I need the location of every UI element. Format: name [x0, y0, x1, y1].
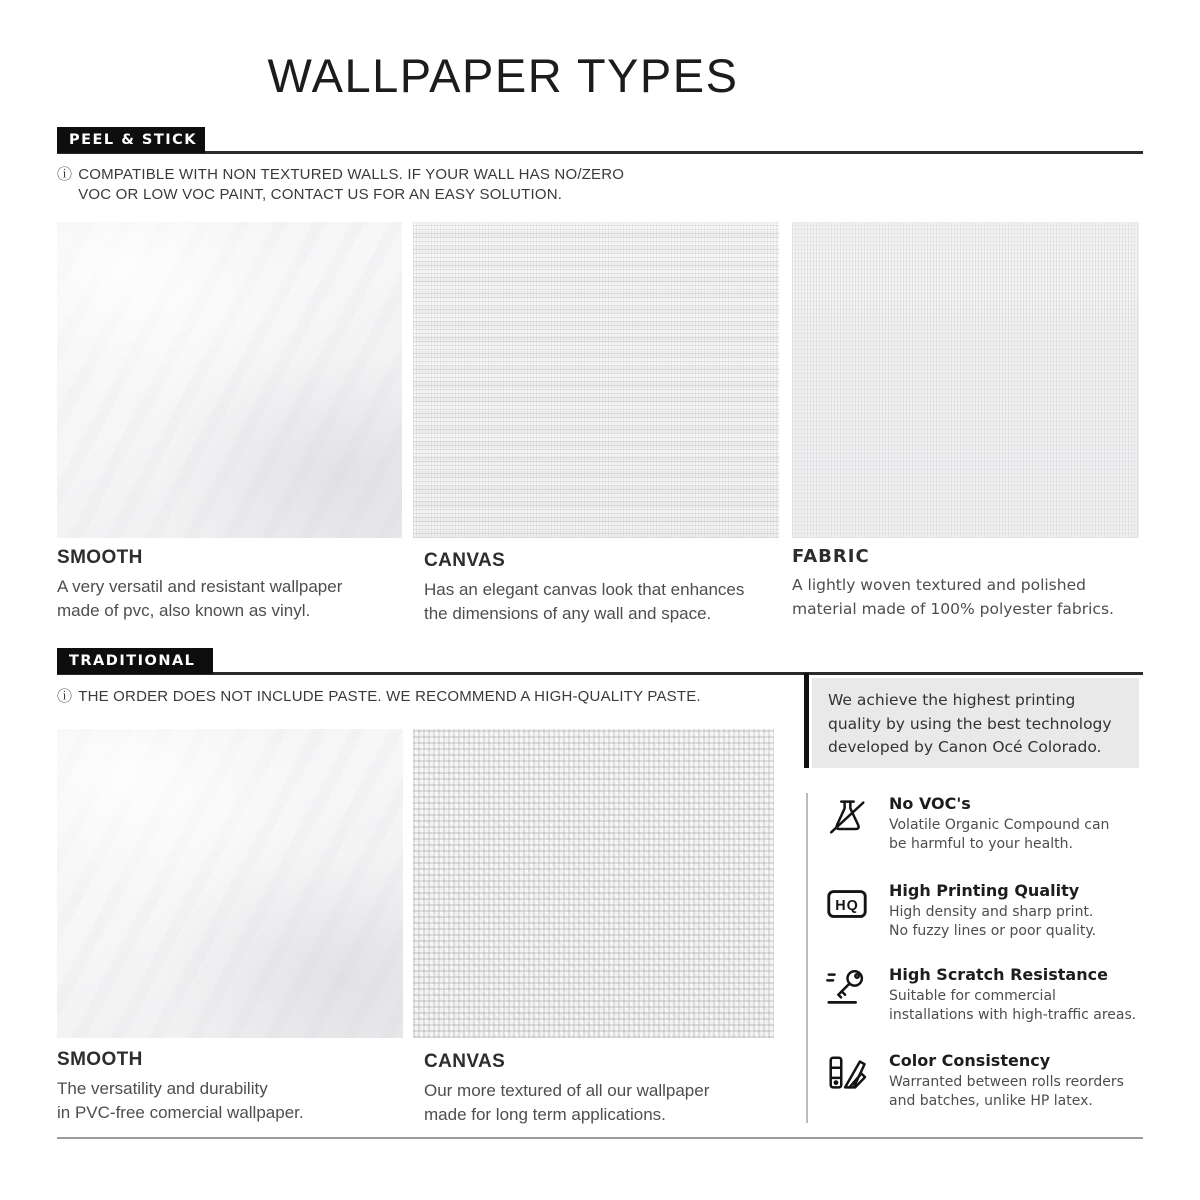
feature-title: Color Consistency — [889, 1051, 1051, 1070]
section-badge-traditional — [57, 648, 213, 674]
quote-line: We achieve the highest printing — [828, 691, 1076, 709]
hq-icon-label: HQ — [835, 898, 859, 915]
hq-badge-icon — [824, 881, 870, 927]
swatch-smooth-traditional — [57, 729, 403, 1038]
section-badge-label: TRADITIONAL — [69, 653, 196, 669]
quote-line: developed by Canon Océ Colorado. — [828, 738, 1102, 756]
type-label-smooth-traditional — [57, 1049, 304, 1125]
page-title: WALLPAPER TYPES — [267, 49, 739, 102]
feature-title: No VOC's — [889, 794, 971, 813]
info-icon: ⓘ — [57, 688, 73, 705]
bottom-rule — [57, 1137, 1143, 1139]
note-text — [78, 165, 624, 205]
feature-body — [889, 794, 1109, 853]
scratch-key-icon — [824, 965, 870, 1011]
note-line: COMPATIBLE WITH NON TEXTURED WALLS. IF YOUR WALL HAS NO/ZERO — [78, 166, 625, 183]
type-desc: A lightly woven textured and polished material made of 100% polyester fabrics. — [792, 576, 1114, 618]
note-line: VOC OR LOW VOC PAINT, CONTACT US FOR AN EASY SOLUTION. — [78, 186, 563, 203]
section-rule-peel-stick — [57, 151, 1143, 154]
feature-body — [889, 965, 1136, 1024]
swatch-canvas-peel-stick — [413, 222, 779, 538]
section-badge-label: PEEL & STICK — [69, 132, 198, 148]
feature-body — [889, 881, 1096, 940]
quote-line: quality by using the best technology — [828, 714, 1112, 733]
type-name: SMOOTH — [57, 1049, 143, 1070]
type-label-fabric-peel — [792, 546, 1114, 621]
feature-high-printing-quality — [824, 881, 1200, 940]
quote-accent-bar — [804, 673, 809, 768]
note-text: THE ORDER DOES NOT INCLUDE PASTE. WE RECOMMEND A HIGH-QUALITY PASTE. — [78, 688, 701, 705]
feature-color-consistency — [824, 1051, 1200, 1110]
feature-desc: Suitable for commercial installations with high-traffic areas. — [889, 988, 1137, 1023]
type-name: SMOOTH — [57, 547, 143, 568]
type-name: CANVAS — [424, 550, 506, 571]
type-label-canvas-peel — [424, 550, 744, 626]
type-desc: Has an elegant canvas look that enhances the dimensions of any wall and space. — [424, 580, 745, 623]
peel-stick-note — [57, 165, 624, 205]
swatch-canvas-traditional — [413, 729, 774, 1038]
type-desc: Our more textured of all our wallpaper made for long term applications. — [424, 1081, 710, 1124]
feature-high-scratch-resistance — [824, 965, 1200, 1024]
feature-title: High Scratch Resistance — [889, 965, 1108, 984]
feature-desc: Warranted between rolls reorders and batches, unlike HP latex. — [889, 1074, 1124, 1109]
swatch-fabric-peel-stick — [792, 222, 1139, 538]
traditional-note — [57, 687, 701, 707]
type-desc: The versatility and durability in PVC-free comercial wallpaper. — [57, 1079, 304, 1122]
section-badge-peel-stick — [57, 127, 205, 153]
printing-quality-quote — [812, 678, 1139, 768]
section-rule-traditional — [57, 672, 1143, 675]
feature-title: High Printing Quality — [889, 881, 1080, 900]
feature-desc: High density and sharp print. No fuzzy lines or poor quality. — [889, 904, 1097, 939]
type-label-canvas-traditional — [424, 1051, 709, 1127]
features-rail-line — [806, 793, 808, 1123]
color-fan-icon — [824, 1051, 870, 1097]
type-name: CANVAS — [424, 1051, 506, 1072]
feature-desc: Volatile Organic Compound can be harmful to your health. — [889, 817, 1110, 852]
no-voc-icon — [824, 794, 870, 840]
type-desc: A very versatil and resistant wallpaper made of pvc, also known as vinyl. — [57, 577, 343, 620]
info-icon: ⓘ — [57, 166, 73, 183]
type-name: FABRIC — [792, 546, 870, 567]
feature-no-voc — [824, 794, 1200, 853]
feature-body — [889, 1051, 1124, 1110]
type-label-smooth-peel — [57, 547, 342, 623]
swatch-smooth-peel-stick — [57, 222, 402, 538]
